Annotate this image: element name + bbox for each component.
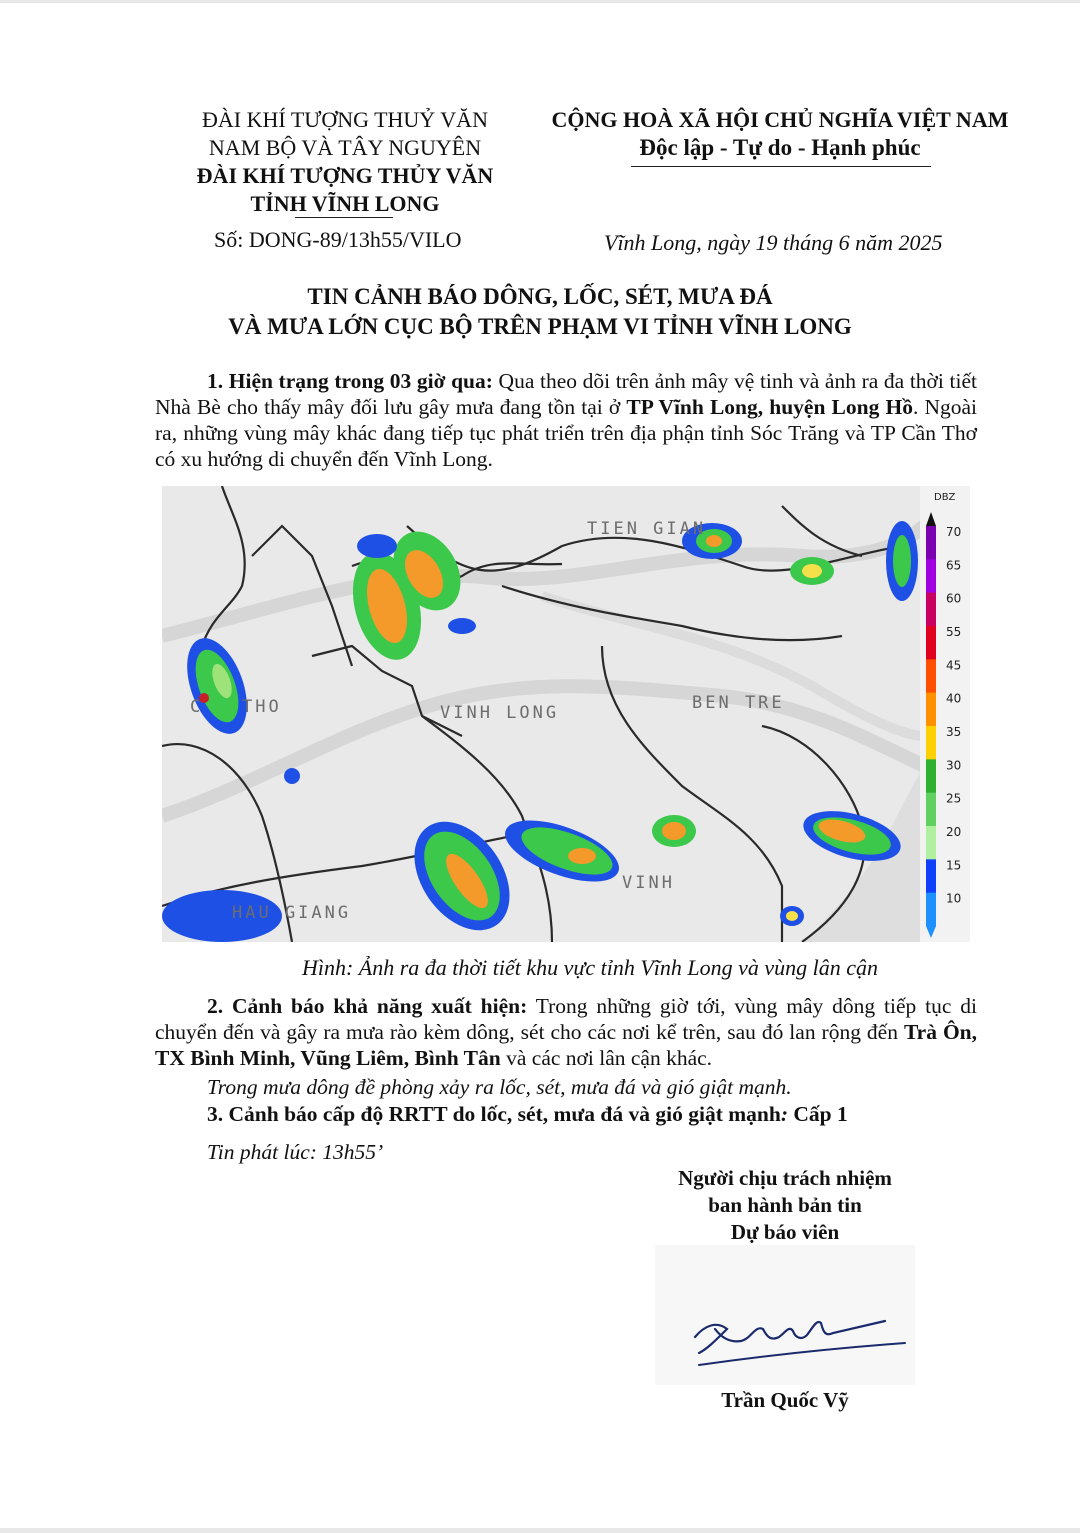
agency-line-1: ĐÀI KHÍ TƯỢNG THUỶ VĂN: [202, 107, 488, 132]
figure-caption: Hình: Ảnh ra đa thời tiết khu vực tỉnh Vĩnh Long và vùng lân cận: [301, 955, 879, 980]
section-2-text-b: và các nơi lân cận khác.: [500, 1046, 713, 1070]
legend-color-step: [926, 593, 936, 627]
legend-tick-label: 35: [946, 725, 962, 739]
section-1-paragraph: [155, 368, 977, 472]
legend-color-step: [926, 693, 936, 727]
label-ben-tre: BEN TRE: [692, 693, 785, 713]
radar-map: [162, 486, 970, 942]
section-3-heading: 3. Cảnh báo cấp độ RRTT do lốc, sét, mưa đá và gió giật mạnh: [207, 1102, 781, 1126]
section-2-text-a: Trong những giờ tới, vùng mây dông tiếp tục di chuyển đến và gây ra mưa rào kèm dông, sét cho các nơi kể trên, sau đó lan rộng đến: [155, 994, 977, 1044]
section-2-paragraph: [155, 993, 977, 1071]
label-can-tho-b: THO: [242, 697, 282, 717]
national-motto-1: CỘNG HOÀ XÃ HỘI CHỦ NGHĨA VIỆT NAM: [551, 107, 1009, 132]
legend-tick-label: 45: [946, 658, 962, 673]
section-3-colon: :: [780, 1102, 788, 1126]
section-2-heading: 2. Cảnh báo khả năng xuất hiện:: [207, 994, 528, 1018]
legend-tick-label: 70: [946, 525, 962, 539]
document-number: Số: DONG-89/13h55/VILO: [214, 227, 462, 252]
agency-line-2: NAM BỘ VÀ TÂY NGUYÊN: [208, 135, 482, 160]
label-tra-vinh: VINH: [622, 873, 675, 893]
legend-tick-label: 15: [946, 858, 962, 873]
legend-color-step: [926, 759, 936, 793]
legend-color-step: [926, 726, 936, 760]
agency-line-4: TỈNH VĨNH LONG: [250, 191, 440, 216]
legend-tick-label: 60: [946, 591, 962, 606]
legend-color-step: [926, 526, 936, 560]
section-3-level: Cấp 1: [788, 1102, 848, 1126]
national-motto-2: Độc lập - Tự do - Hạnh phúc: [639, 135, 921, 160]
legend-color-step: [926, 559, 936, 593]
issued-time: Tin phát lúc: 13h55’: [207, 1140, 384, 1164]
signer-name: Trần Quốc Vỹ: [721, 1388, 849, 1412]
signature-scan-area: [655, 1245, 915, 1385]
document-date: Vĩnh Long, ngày 19 tháng 6 năm 2025: [604, 230, 943, 255]
agency-underline: [295, 217, 393, 218]
legend-tick-label: 10: [946, 891, 962, 906]
legend-tick-label: 30: [946, 758, 962, 773]
page-top-edge: [0, 0, 1080, 3]
section-1-text-b: . Ngoài ra, những vùng mây khác đang tiếp tục phát triển trên địa phận tỉnh Sóc Trăng và TP Cần Thơ có xu hướng di chuyển đến Vĩnh Long.: [155, 395, 978, 471]
legend-color-step: [926, 893, 936, 927]
page-bottom-edge: [0, 1528, 1080, 1533]
section-2-note: Trong mưa dông đề phòng xảy ra lốc, sét, mưa đá và gió giật mạnh.: [207, 1075, 792, 1099]
legend-colorbar: [926, 512, 936, 938]
label-hau-giang: HAU GIANG: [232, 903, 352, 923]
section-1-heading: 1. Hiện trạng trong 03 giờ qua:: [207, 369, 493, 393]
legend-tick-label: 65: [946, 558, 962, 573]
legend-color-step: [926, 826, 936, 860]
legend-color-step: [926, 793, 936, 827]
legend-tick-label: 20: [946, 825, 962, 839]
label-can-tho-a: C: [190, 697, 204, 717]
national-header: [525, 106, 1035, 162]
section-3-line: [207, 1100, 848, 1128]
national-underline: [631, 166, 931, 167]
legend-tick-label: 40: [946, 691, 962, 706]
signature-role-3: Dự báo viên: [730, 1220, 840, 1244]
legend-tick-label: 55: [946, 625, 962, 639]
handwritten-signature: [655, 1245, 915, 1385]
legend-title: DBZ: [934, 492, 956, 503]
document-title: [100, 282, 980, 342]
legend-tick-label: 25: [946, 791, 962, 806]
radar-map-svg: [162, 486, 970, 942]
legend-color-step: [926, 659, 936, 693]
label-tien-giang: TIEN GIAN: [587, 519, 707, 539]
legend-color-step: [926, 859, 936, 893]
section-1-locations: TP Vĩnh Long, huyện Long Hồ: [626, 395, 913, 419]
agency-header: [160, 106, 530, 218]
signature-block: [640, 1165, 930, 1246]
section-2-locations: Trà Ôn, TX Bình Minh, Vũng Liêm, Bình Tân: [155, 1020, 978, 1070]
title-line-2: VÀ MƯA LỚN CỤC BỘ TRÊN PHẠM VI TỈNH VĨNH LONG: [228, 314, 852, 339]
signature-role-2: ban hành bản tin: [708, 1193, 862, 1217]
title-line-1: TIN CẢNH BÁO DÔNG, LỐC, SÉT, MƯA ĐÁ: [307, 284, 773, 309]
legend-color-step: [926, 626, 936, 660]
label-vinh-long: VINH LONG: [440, 703, 560, 723]
agency-line-3: ĐÀI KHÍ TƯỢNG THỦY VĂN: [196, 163, 494, 188]
signature-role-1: Người chịu trách nhiệm: [678, 1166, 892, 1190]
section-1-text-a: Qua theo dõi trên ảnh mây vệ tinh và ảnh ra đa thời tiết Nhà Bè cho thấy mây đối lưu gây mưa đang tồn tại ở: [155, 369, 977, 419]
